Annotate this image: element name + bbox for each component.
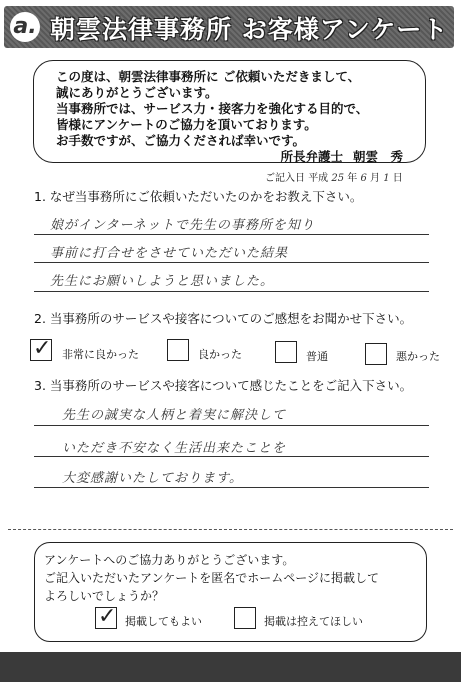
sign-title: 所長弁護士	[280, 149, 343, 164]
intro-line: 当事務所では、サービス力・接客力を強化する目的で、	[56, 101, 369, 116]
date-day[interactable]: 1	[383, 173, 390, 184]
rating-checkbox-normal[interactable]	[275, 341, 297, 363]
question-3-title: 3. 当事務所のサービスや接客について感じたことをご記入下さい。	[34, 378, 413, 393]
consent-option-label: 掲載してもよい	[125, 615, 202, 628]
consent-option-label: 掲載は控えてほしい	[264, 615, 363, 628]
section-divider	[8, 529, 453, 530]
rating-checkbox-very-good[interactable]	[30, 336, 52, 361]
answer-rule	[34, 262, 429, 263]
rating-label: 良かった	[198, 348, 242, 361]
publication-consent-box	[34, 542, 427, 642]
rating-checkbox-bad[interactable]	[365, 343, 387, 365]
header-badge: a.	[10, 12, 40, 42]
q3-answer-line[interactable]: 大変感謝いたしております。	[62, 471, 243, 486]
rating-label: 普通	[306, 350, 328, 363]
date-era: 平成	[308, 173, 329, 184]
q1-answer-line[interactable]: 先生にお願いしようと思いました。	[50, 274, 275, 289]
answer-rule	[34, 425, 429, 426]
consent-line: よろしいでしょうか？	[44, 589, 165, 603]
rating-checkbox-good[interactable]	[167, 339, 189, 361]
date-month-unit: 月	[370, 173, 381, 184]
q1-answer-line[interactable]: 娘がインターネットで先生の事務所を知り	[50, 218, 315, 233]
date-year[interactable]: 25	[331, 173, 345, 184]
consent-line: ご記入いただいたアンケートを匿名でホームページに掲載して	[44, 571, 380, 585]
intro-line: この度は、朝雲法律事務所に ご依頼いただきまして、	[56, 69, 361, 84]
check-mark-icon: ✓	[98, 604, 117, 629]
consent-line: アンケートへのご協力ありがとうございます。	[44, 553, 295, 567]
check-mark-icon: ✓	[33, 336, 52, 361]
date-year-unit: 年	[347, 173, 358, 184]
intro-signature	[270, 147, 403, 165]
intro-line: 皆様にアンケートのご協力を頂いております。	[56, 117, 317, 132]
date-day-unit: 日	[392, 173, 403, 184]
page-title: 朝雲法律事務所 お客様アンケート	[50, 15, 449, 44]
rating-label: 悪かった	[396, 350, 440, 363]
q3-answer-line[interactable]: 先生の誠実な人柄と着実に解決して	[62, 408, 287, 423]
consent-checkbox-decline[interactable]	[234, 607, 256, 629]
intro-line: お手数ですが、ご協力くだされば幸いです。	[56, 133, 306, 148]
answer-rule	[34, 291, 429, 292]
q1-answer-line[interactable]: 事前に打合せをさせていただいた結果	[50, 246, 289, 261]
q3-answer-line[interactable]: いただき不安なく生活出来たことを	[62, 441, 287, 456]
answer-rule	[34, 234, 429, 235]
date-month[interactable]: 6	[360, 173, 367, 184]
rating-label: 非常に良かった	[62, 348, 139, 361]
answer-rule	[34, 487, 429, 488]
footer-bar	[0, 652, 461, 682]
question-1-title: 1. なぜ当事務所にご依頼いただいたのかをお教え下さい。	[34, 189, 363, 204]
question-2-title: 2. 当事務所のサービスや接客についてのご感想をお聞かせ下さい。	[34, 311, 413, 326]
date-label: ご記入日	[265, 173, 305, 184]
sign-name: 朝雲 秀	[352, 149, 403, 164]
answer-rule	[34, 456, 429, 457]
entry-date	[265, 169, 403, 184]
intro-box	[33, 60, 426, 163]
intro-line: 誠にありがとうございます。	[56, 85, 218, 100]
consent-checkbox-allow[interactable]	[95, 604, 117, 629]
